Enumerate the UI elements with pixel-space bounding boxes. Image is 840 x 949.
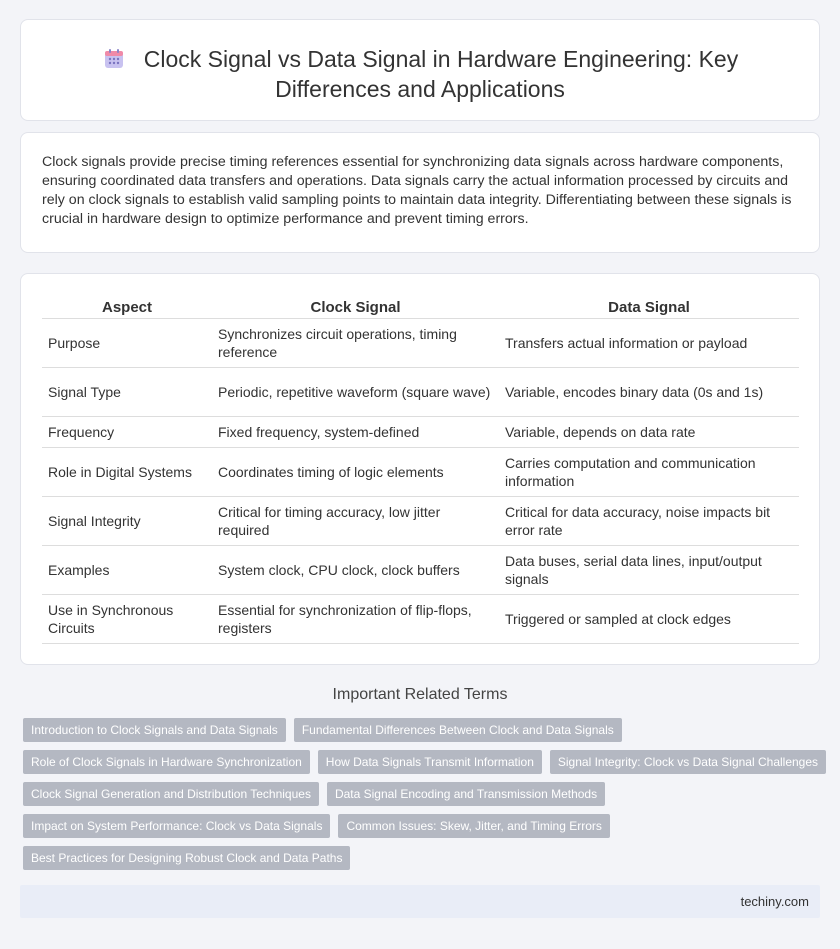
table-cell: Signal Type bbox=[42, 368, 212, 417]
table-cell: Data buses, serial data lines, input/output signals bbox=[499, 546, 799, 595]
table-row bbox=[42, 546, 799, 595]
title-card bbox=[20, 19, 820, 121]
table-cell: Frequency bbox=[42, 417, 212, 448]
header-aspect: Aspect bbox=[42, 295, 212, 319]
header-clock-signal: Clock Signal bbox=[212, 295, 499, 319]
related-terms-list bbox=[23, 718, 823, 878]
table-cell: Critical for timing accuracy, low jitter required bbox=[212, 497, 499, 546]
footer bbox=[20, 885, 820, 918]
table-row bbox=[42, 319, 799, 368]
table-row bbox=[42, 448, 799, 497]
related-term-link[interactable]: Signal Integrity: Clock vs Data Signal Challenges bbox=[550, 750, 826, 774]
related-term-link[interactable]: Common Issues: Skew, Jitter, and Timing Errors bbox=[338, 814, 609, 838]
table-cell: Triggered or sampled at clock edges bbox=[499, 595, 799, 644]
calendar-icon bbox=[102, 47, 126, 71]
table-cell: System clock, CPU clock, clock buffers bbox=[212, 546, 499, 595]
table-cell: Transfers actual information or payload bbox=[499, 319, 799, 368]
footer-site-name[interactable]: techiny.com bbox=[740, 894, 809, 909]
related-term-link[interactable]: How Data Signals Transmit Information bbox=[318, 750, 542, 774]
table-cell: Synchronizes circuit operations, timing reference bbox=[212, 319, 499, 368]
table-cell: Coordinates timing of logic elements bbox=[212, 448, 499, 497]
related-term-link[interactable]: Data Signal Encoding and Transmission Methods bbox=[327, 782, 605, 806]
table-row bbox=[42, 417, 799, 448]
header-data-signal: Data Signal bbox=[499, 295, 799, 319]
table-cell: Essential for synchronization of flip-flops, registers bbox=[212, 595, 499, 644]
table-cell: Role in Digital Systems bbox=[42, 448, 212, 497]
table-header-row bbox=[42, 295, 799, 319]
table-cell: Fixed frequency, system-defined bbox=[212, 417, 499, 448]
related-term-link[interactable]: Impact on System Performance: Clock vs Data Signals bbox=[23, 814, 330, 838]
comparison-table bbox=[42, 295, 799, 644]
comparison-card bbox=[20, 273, 820, 665]
table-cell: Signal Integrity bbox=[42, 497, 212, 546]
intro-paragraph: Clock signals provide precise timing references essential for synchronizing data signals across hardware components, ensuring coordinated data transfers and operations. Data signals carry the actual information processed by circuits and rely on clock signals to establish valid sampling points to maintain data integrity. Differentiating between these signals is crucial in hardware design to optimize performance and prevent timing errors. bbox=[42, 154, 792, 227]
table-cell: Critical for data accuracy, noise impacts bit error rate bbox=[499, 497, 799, 546]
table-row bbox=[42, 368, 799, 417]
table-cell: Variable, depends on data rate bbox=[499, 417, 799, 448]
table-cell: Periodic, repetitive waveform (square wave) bbox=[212, 368, 499, 417]
table-cell: Purpose bbox=[42, 319, 212, 368]
table-cell: Use in Synchronous Circuits bbox=[42, 595, 212, 644]
related-term-link[interactable]: Best Practices for Designing Robust Clock and Data Paths bbox=[23, 846, 350, 870]
related-term-link[interactable]: Clock Signal Generation and Distribution Techniques bbox=[23, 782, 319, 806]
table-cell: Examples bbox=[42, 546, 212, 595]
table-row bbox=[42, 497, 799, 546]
table-cell: Variable, encodes binary data (0s and 1s) bbox=[499, 368, 799, 417]
intro-card bbox=[20, 132, 820, 253]
related-term-link[interactable]: Fundamental Differences Between Clock and Data Signals bbox=[294, 718, 622, 742]
related-term-link[interactable]: Role of Clock Signals in Hardware Synchronization bbox=[23, 750, 310, 774]
page-title: Clock Signal vs Data Signal in Hardware Engineering: Key Differences and Applications bbox=[143, 46, 739, 102]
related-term-link[interactable]: Introduction to Clock Signals and Data Signals bbox=[23, 718, 286, 742]
related-terms-heading: Important Related Terms bbox=[332, 686, 508, 703]
table-cell: Carries computation and communication information bbox=[499, 448, 799, 497]
table-row bbox=[42, 595, 799, 644]
